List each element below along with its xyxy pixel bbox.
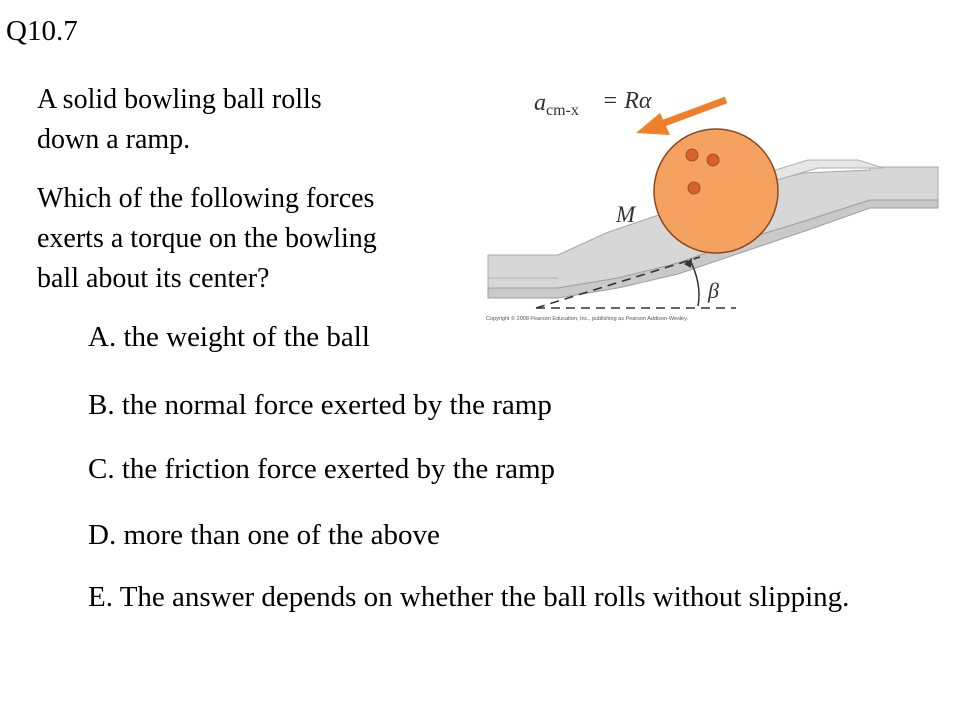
intro-line: down a ramp. bbox=[37, 124, 191, 155]
question-intro bbox=[37, 80, 322, 160]
angle-label: β bbox=[708, 278, 719, 303]
finger-hole bbox=[688, 182, 700, 194]
option-a[interactable]: A. the weight of the ball bbox=[88, 321, 370, 353]
figure-copyright: Copyright © 2008 Pearson Education, Inc., publishing as Pearson Addison-Wesley. bbox=[486, 316, 688, 322]
question-number: Q10.7 bbox=[6, 15, 78, 47]
mass-label: M bbox=[616, 202, 636, 227]
finger-hole bbox=[707, 154, 719, 166]
option-d[interactable]: D. more than one of the above bbox=[88, 519, 440, 551]
question-prompt bbox=[37, 179, 377, 299]
acceleration-arrow-head bbox=[636, 113, 670, 135]
option-c[interactable]: C. the friction force exerted by the ramp bbox=[88, 453, 556, 485]
option-b[interactable]: B. the normal force exerted by the ramp bbox=[88, 389, 552, 421]
prompt-line: Which of the following forces bbox=[37, 183, 375, 214]
bowling-ball bbox=[654, 129, 778, 253]
intro-line: A solid bowling ball rolls bbox=[37, 84, 322, 115]
equation-rhs: = Rα bbox=[602, 88, 652, 114]
prompt-line: ball about its center? bbox=[37, 263, 270, 294]
prompt-line: exerts a torque on the bowling bbox=[37, 223, 377, 254]
option-e[interactable]: E. The answer depends on whether the ball rolls without slipping. bbox=[88, 581, 850, 613]
finger-hole bbox=[686, 149, 698, 161]
equation-lhs: $a_{cm-x}$ bbox=[534, 90, 579, 119]
acceleration-arrow-shaft bbox=[664, 100, 726, 123]
bowling-ball-ramp-figure bbox=[478, 80, 948, 325]
